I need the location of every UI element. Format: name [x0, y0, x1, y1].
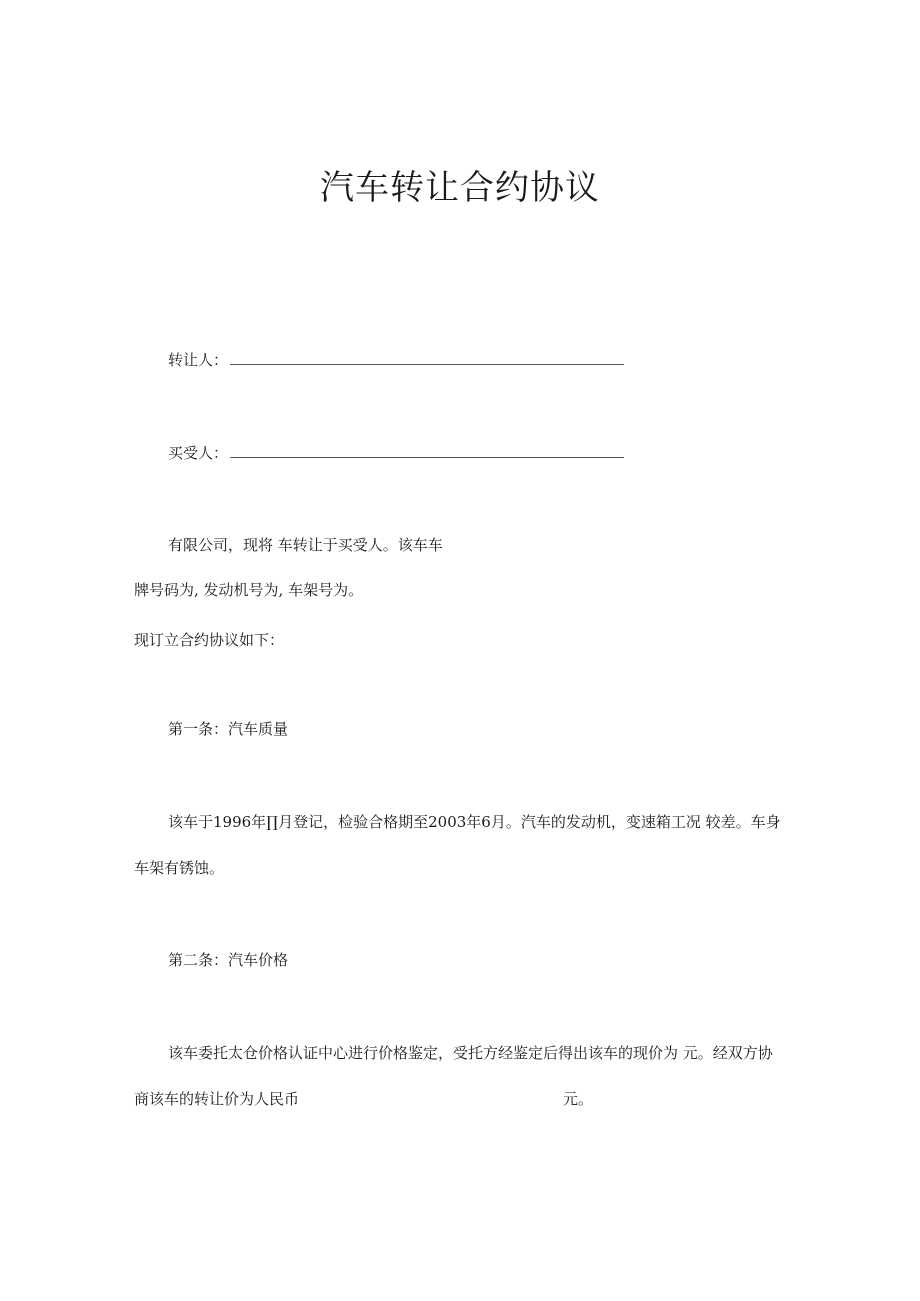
- article-1-line-2: 车架有锈蚀。: [134, 859, 225, 877]
- price-unit: 元。: [563, 1090, 594, 1108]
- article-1-heading: 第一条：汽车质量: [168, 720, 289, 738]
- transferor-row: [168, 350, 624, 370]
- transferor-blank-line[interactable]: [230, 350, 624, 365]
- intro-line-3: 现订立合约协议如下：: [134, 631, 285, 649]
- price-label: 商该车的转让价为人民币: [134, 1090, 300, 1108]
- document-title: 汽车转让合约协议: [320, 168, 600, 208]
- buyer-blank-line[interactable]: [230, 443, 624, 458]
- article-2-heading: 第二条：汽车价格: [168, 951, 289, 969]
- price-blank[interactable]: [299, 1103, 563, 1104]
- article-2-line-2: [134, 1089, 593, 1109]
- article-1-line-1: 该车于1996年∏月登记，检验合格期至2003年6月。汽车的发动机，变速箱工况 较差。车身: [168, 813, 781, 831]
- intro-line-2: 牌号码为, 发动机号为, 车架号为。: [134, 581, 364, 599]
- article-2-line-1: 该车委托太仓价格认证中心进行价格鉴定，受托方经鉴定后得出该车的现价为 元。经双方协: [168, 1044, 773, 1062]
- intro-line-1: 有限公司，现将 车转让于买受人。该车车: [168, 536, 443, 554]
- buyer-label: 买受人：: [168, 444, 229, 462]
- transferor-label: 转让人：: [168, 351, 229, 369]
- buyer-row: [168, 443, 624, 463]
